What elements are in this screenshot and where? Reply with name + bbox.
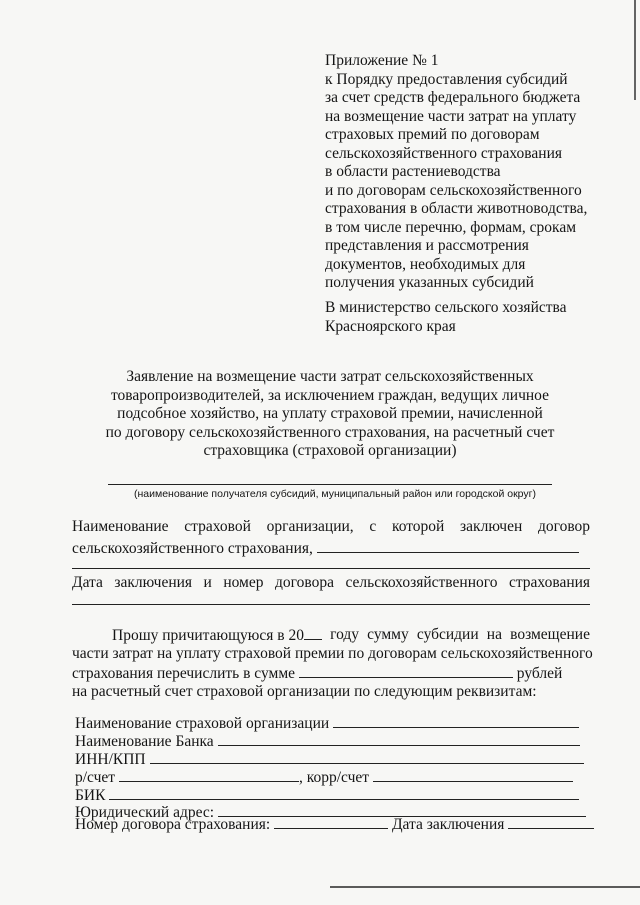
word: году: [330, 626, 360, 643]
title-line: Заявление на возмещение части затрат сельскохозяйственных: [126, 368, 534, 385]
word: договора: [275, 574, 334, 591]
word: страхования: [508, 574, 591, 591]
word: на: [486, 626, 502, 643]
req-corr-account-label: , корр/счет: [298, 769, 370, 786]
req-contract-date-field[interactable]: [508, 815, 594, 829]
req-bik-label: БИК: [75, 787, 106, 804]
word: Наименование: [72, 518, 169, 535]
appendix-line: за счет средств федерального бюджета: [325, 89, 581, 106]
word: субсидии: [416, 626, 479, 643]
addressee-line: В министерство сельского хозяйства: [325, 299, 567, 316]
req-insurer-name-field[interactable]: [333, 714, 579, 728]
word: номер: [223, 574, 264, 591]
insurer-name-field[interactable]: [317, 539, 579, 553]
appendix-line: документов, необходимых для: [325, 255, 526, 273]
word: заключения: [114, 574, 193, 591]
req-insurer-name: [75, 714, 579, 733]
word: страховой: [184, 518, 251, 535]
req-legal-address-label: Юридический адрес:: [75, 804, 215, 821]
req-bank-name-label: Наименование Банка: [75, 733, 214, 750]
applicant-caption: (наименование получателя субсидий, муниципальный район или городской округ): [134, 488, 536, 500]
word: и: [203, 574, 212, 591]
title-line: подсобное хозяйство, на уплату страховой премии, начисленной: [117, 405, 543, 422]
currency-label: рублей: [516, 665, 563, 682]
word: сумму: [367, 626, 409, 643]
appendix-line: сельскохозяйственного страхования: [325, 144, 562, 162]
req-insurer-name-label: Наименование страховой организации: [75, 715, 330, 732]
addressee-line: Красноярского края: [325, 318, 456, 335]
appendix-line: на возмещение части затрат на уплату: [325, 107, 577, 125]
req-inn-kpp-label: ИНН/КПП: [75, 751, 146, 768]
contract-date-number-field[interactable]: [72, 604, 590, 605]
insurer-line2: [72, 539, 579, 558]
title-line: страховщика (страховой организации): [203, 442, 457, 459]
word: организации,: [266, 518, 354, 535]
word: заключен: [460, 518, 523, 535]
title-line: товаропроизводителей, за исключением граждан, ведущих личное: [110, 386, 549, 404]
req-bik-field[interactable]: [109, 786, 579, 800]
request-line1-start-group: [112, 626, 322, 645]
word: сельскохозяйственного: [345, 574, 498, 591]
page-edge-shadow: [634, 0, 636, 100]
appendix-line: представления и рассмотрения: [325, 237, 529, 254]
application-title: [70, 368, 590, 461]
req-contract-number-label: Номер договора страхования:: [75, 816, 271, 833]
req-bank-name: [75, 732, 580, 751]
appendix-line: в области растениеводства: [325, 163, 501, 180]
word: возмещение: [510, 626, 590, 643]
appendix-line: в том числе перечню, формам, срокам: [325, 218, 577, 236]
appendix-line: и по договорам сельскохозяйственного: [325, 181, 582, 199]
word: с: [369, 518, 377, 535]
req-corr-account-field[interactable]: [373, 768, 573, 782]
appendix-header: [325, 52, 625, 293]
insurer-line2-text: сельскохозяйственного страхования,: [72, 540, 313, 557]
req-inn-kpp-field[interactable]: [150, 750, 584, 764]
insurer-prompt: [72, 518, 590, 536]
req-inn-kpp: [75, 750, 584, 769]
amount-field[interactable]: [299, 664, 513, 678]
req-accounts: [75, 768, 573, 787]
req-account-label: р/счет: [75, 769, 116, 786]
word: которой: [391, 518, 445, 535]
insurer-name-field-continued[interactable]: [72, 568, 590, 569]
appendix-line: получения указанных субсидий: [325, 274, 534, 291]
request-line1-start: Прошу причитающуюся в 20: [112, 627, 304, 644]
req-bank-name-field[interactable]: [218, 732, 580, 746]
req-contract-number-field[interactable]: [274, 815, 388, 829]
page-bottom-line: [330, 886, 640, 888]
request-line2: части затрат на уплату страховой премии по договорам сельскохозяйственного: [72, 645, 593, 662]
req-contract: [75, 815, 594, 834]
req-account-field[interactable]: [119, 768, 299, 782]
contract-date-prompt: [72, 574, 590, 592]
appendix-line: к Порядку предоставления субсидий: [325, 70, 568, 88]
year-field[interactable]: [304, 626, 322, 640]
applicant-name-field[interactable]: [108, 484, 552, 485]
request-line3-start: страхования перечислить в сумме: [72, 665, 296, 682]
word: договор: [537, 518, 591, 535]
appendix-line: Приложение № 1: [325, 52, 439, 69]
request-line1: [112, 626, 590, 645]
req-contract-date-label: Дата заключения: [391, 816, 505, 833]
request-line4: на расчетный счет страховой организации по следующим реквизитам:: [72, 683, 537, 700]
title-line: по договору сельскохозяйственного страхования, на расчетный счет: [105, 423, 555, 441]
appendix-line: страховых премий по договорам: [325, 126, 540, 143]
request-line3: [72, 664, 562, 683]
appendix-line: страхования в области животноводства,: [325, 200, 588, 217]
word: Дата: [72, 574, 103, 591]
addressee: [325, 298, 567, 336]
